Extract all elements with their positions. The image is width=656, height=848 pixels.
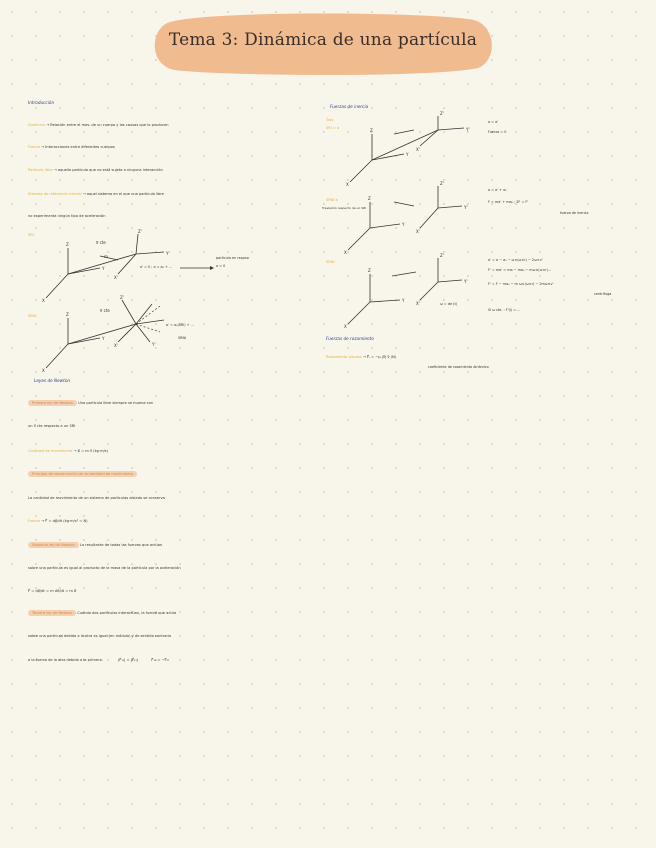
case3-label: SRNI [326,260,335,264]
case1-eq-2: Fuerza = 0 [488,130,507,134]
dinamica-text: Relación entre el mov. de un cuerpo y las causas que lo producen [50,123,169,127]
sri-line: Sistema de referencia inercial → aquel sistema en el que una partícula libre [28,192,164,196]
ley1-text-1: Una partícula libre siempre se mueve con [78,401,154,405]
principio-line [28,472,137,477]
sri-short-label: SRI [28,233,34,237]
svg-text:Z: Z [66,312,69,317]
fuerza2-units: (kg·m/s² = N) [63,519,88,523]
svg-text:X': X' [416,147,420,152]
ley3-eq-1: |F⃗₁₂| = |F⃗₂₁| [118,658,139,662]
particula-label: Partícula libre [28,168,53,172]
ley3-label: Tercera ley de Newton [28,610,76,616]
roz-eq: F⃗ᵣ = −μ |v⃗| v⃗ [366,355,390,359]
ley2-eq: F⃗ = dp⃗/dt = m dv⃗/dt = m a⃗ [28,589,77,593]
svg-text:Y: Y [406,152,409,157]
svg-text:X: X [344,250,347,255]
svg-text:Z': Z' [440,111,444,116]
svg-text:Z: Z [368,268,371,273]
case3-frames-diagram [340,252,480,332]
svg-text:Z: Z [66,242,69,247]
svg-text:m: m [104,254,108,259]
svg-text:Y': Y' [466,127,470,132]
ley3-text-2: sobre una partícula debido a la otra es igual (en módulo) y de sentido contrario [28,634,172,638]
svg-text:Y: Y [102,266,105,271]
sni-short-label: SRNI [28,314,37,318]
fuerza-label: Fuerza [28,145,40,149]
svg-text:Y': Y' [464,279,468,284]
roz-note: coeficiente de rozamiento dinámico [428,365,489,369]
ley3-text-1: Cuando dos partículas interactúan, la fuerza que actúa [77,611,177,615]
svg-text:Z': Z' [440,253,444,258]
ley3-text-3: a la fuerza de la otra debido a la primera. [28,658,103,662]
page-title: Tema 3: Dinámica de una partícula [168,30,478,50]
d1-note-1: partícula en reposo [216,256,249,260]
sri-label: Sistema de referencia inercial [28,192,82,196]
case2-eq-1: a = a' + a₀ [488,188,507,192]
ley2-line [28,543,162,548]
rozamiento-line: Rozamiento viscoso → F⃗ᵣ = −μ |v⃗| v⃗ (N) [326,355,397,359]
d1-note-2: a = 0 [216,264,226,268]
fuerza2-eq: F⃗ = dp⃗/dt [45,519,63,523]
ley3-line-3 [28,658,170,663]
svg-text:Y: Y [402,222,405,227]
case2-label: SRNI a [326,198,338,202]
fuerza2-label: Fuerza [28,519,40,523]
rozamiento-heading: Fuerzas de rozamiento [326,336,374,341]
ley1-text-2: un v⃗ cte respecto a un SRI [28,424,76,428]
case1-eq-1: a = a' [488,120,499,124]
case2-eq-2: F = ma' + ma₀ ; ΣF = F' [488,200,529,204]
d1-eq: a' = 0 ; a = a₀ + ... [140,265,173,269]
svg-text:X': X' [114,343,118,348]
particula-text: aquella partícula que no está sujeta a ninguna interacción [57,168,163,172]
svg-text:Y': Y' [464,205,468,210]
svg-text:v⃗ cte: v⃗ cte [100,308,110,313]
svg-text:Y': Y' [166,251,170,256]
ley2-text-2: sobre una partícula es igual al producto de la masa de la partícula por la aceleración [28,566,181,570]
case3-eq-3: F' = F − ma₀ − m ω×(ω×r) − 2mω×v' [488,282,554,286]
ley3-line [28,611,176,616]
sri-text-1: aquel sistema en el que una partícula libre [86,192,164,196]
svg-text:Y: Y [102,336,105,341]
case3-eq-4: Si ω cte. : F'(i) = ... [488,308,521,312]
dinamica-line: Dinámica → Relación entre el mov. de un cuerpo y las causas que lo producen [28,123,169,127]
case1-sub: SRI = a [326,126,340,130]
svg-text:X: X [346,182,349,187]
ley1-label: Primera ley de Newton [28,400,77,406]
dinamica-label: Dinámica [28,123,45,127]
ley2-text-1: La resultante de todas las fuerzas que actúan [79,543,163,547]
svg-text:X: X [42,298,45,303]
fuerza-line: Fuerza → Interacciones entre diferentes cuerpos [28,145,115,149]
fuerza-text: Interacciones entre diferentes cuerpos [45,145,115,149]
roz-units: (N) [390,355,397,359]
case2-frames-diagram [340,180,480,260]
srni-frames-diagram [40,296,240,376]
case2-note: fuerza de inercia [560,211,589,215]
svg-text:v⃗ cte: v⃗ cte [96,240,106,245]
svg-text:Z': Z' [120,295,124,300]
case3-eq-2: F' = ma' = ma − ma₀ − mω×(ω×r)... [488,268,552,272]
cantidad-eq: p⃗ = m v⃗ [77,449,93,453]
case1-label: Tras [326,118,334,122]
principio-text: La cantidad de movimiento de un sistema de partículas aislado se conserva [28,496,165,500]
d2-eq: a' = a₀(SRI) + ... [166,323,194,327]
svg-text:Z: Z [370,128,373,133]
cantidad-label: Cantidad de movimiento [28,449,73,453]
particula-line: Partícula libre → aquella partícula que no está sujeta a ninguna interacción [28,168,163,172]
case3-sub: ω = de (t) [440,302,458,306]
svg-text:Y: Y [402,298,405,303]
case3-note: centrífuga [594,292,612,296]
case2-sub: Traslación respecto de un SRI [322,206,367,210]
principio-label: Principio de conservación de la cantidad de movimiento [28,471,137,477]
ley1-line [28,401,153,406]
newton-heading: Leyes de Newton [34,378,71,383]
ley2-label: Segunda ley de Newton [28,542,79,548]
roz-label: Rozamiento viscoso [326,355,362,359]
cantidad-line: Cantidad de movimiento → p⃗ = m v⃗ (kg·m/s) [28,449,109,453]
sri-text-2: no experimenta ningún tipo de aceleración [28,214,106,218]
svg-text:Z': Z' [440,181,444,186]
fuerza2-line: Fuerza → F⃗ = dp⃗/dt (kg·m/s² = N) [28,519,88,523]
title-banner [152,10,494,76]
svg-text:X': X' [416,301,420,306]
inercia-heading: Fuerzas de inercia [330,104,369,109]
intro-heading: Introducción [28,100,55,105]
svg-text:X': X' [416,229,420,234]
svg-text:Z': Z' [138,229,142,234]
svg-text:X: X [344,324,347,329]
svg-text:Z: Z [368,196,371,201]
case3-eq-1: a' = a − a₀ − ω×(ω×r) − 2ω×v' [488,258,543,262]
ley3-eq-2: F⃗₁₂ = −F⃗₂₁ [151,658,170,662]
svg-text:X': X' [114,275,118,280]
svg-text:Y': Y' [152,342,156,347]
svg-text:X: X [42,368,45,373]
d2-note: SRNI [178,336,187,340]
cantidad-units: (kg·m/s) [93,449,109,453]
